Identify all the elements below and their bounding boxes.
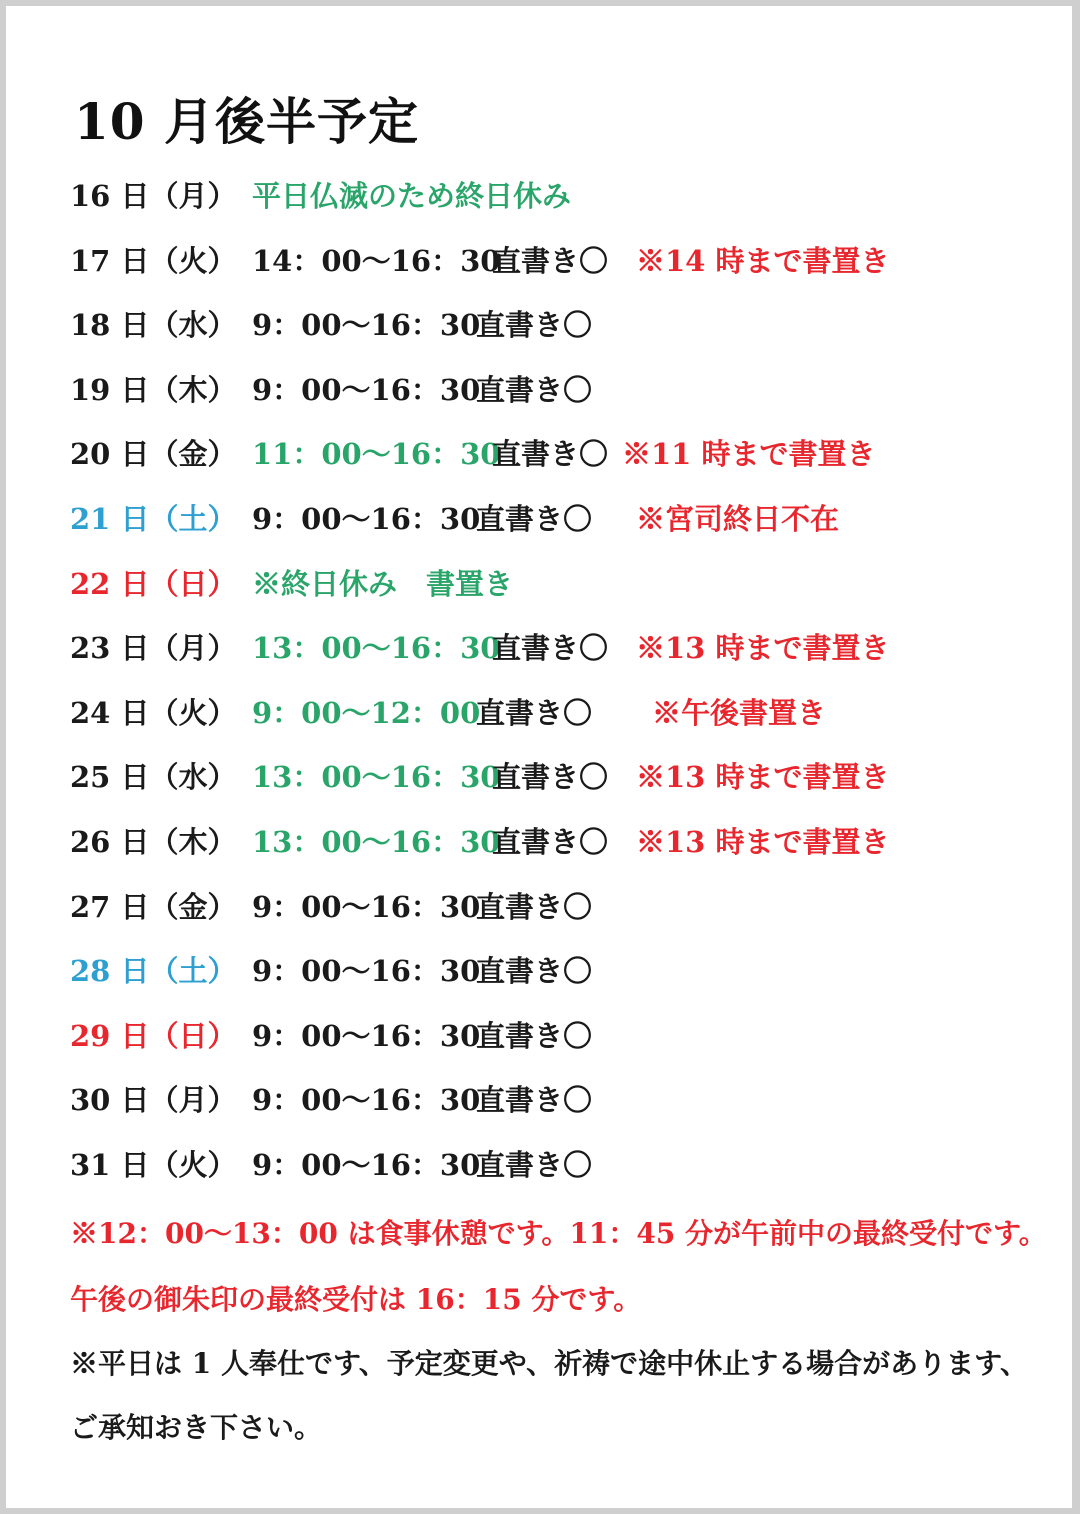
schedule-note: ※宮司終日不在 <box>636 502 840 536</box>
direct-writing-status: 直書き〇 <box>476 889 593 924</box>
date-label: 26 日（木） <box>70 825 237 859</box>
time-range: 13：00〜16：30 <box>252 631 501 666</box>
footnote-line: ※平日は 1 人奉仕です、予定変更や、祈祷で途中休止する場合があります、 <box>70 1347 1028 1380</box>
direct-writing-status: 直書き〇 <box>476 954 593 989</box>
date-label: 21 日（土） <box>70 502 237 536</box>
direct-writing-status: 直書き〇 <box>492 631 609 666</box>
date-label: 23 日（月） <box>70 631 237 666</box>
direct-writing-status: 直書き〇 <box>476 502 593 536</box>
direct-writing-status: 直書き〇 <box>476 1018 593 1053</box>
schedule-note: ※13 時まで書置き <box>636 825 890 859</box>
direct-writing-status: 直書き〇 <box>492 825 609 859</box>
footnote-line: ※12：00〜13：00 は食事休憩です。11：45 分が午前中の最終受付です。 <box>70 1217 1047 1250</box>
date-label: 27 日（金） <box>70 889 237 924</box>
date-label: 19 日（木） <box>70 372 237 407</box>
time-range: 14：00〜16：30 <box>252 243 501 278</box>
direct-writing-status: 直書き〇 <box>476 308 593 343</box>
time-range: 9：00〜16：30 <box>252 954 481 989</box>
time-range: 平日仏滅のため終日休み <box>252 179 572 213</box>
date-label: 31 日（火） <box>70 1148 237 1182</box>
date-label: 28 日（土） <box>70 954 237 989</box>
direct-writing-status: 直書き〇 <box>476 695 593 730</box>
footnote-line: 午後の御朱印の最終受付は 16：15 分です。 <box>70 1283 642 1316</box>
schedule-note: ※13 時まで書置き <box>636 760 890 795</box>
direct-writing-status: 直書き〇 <box>476 1148 593 1182</box>
schedule-note: ※14 時まで書置き <box>636 243 890 278</box>
time-range: 9：00〜16：30 <box>252 308 481 343</box>
time-range: 11：00〜16：30 <box>252 437 501 472</box>
direct-writing-status: 直書き〇 <box>492 437 609 472</box>
direct-writing-status: 直書き〇 <box>492 243 609 278</box>
date-label: 20 日（金） <box>70 437 237 472</box>
date-label: 16 日（月） <box>70 179 237 213</box>
time-range: 9：00〜16：30 <box>252 1018 481 1053</box>
direct-writing-status: 直書き〇 <box>476 372 593 407</box>
time-range: 9：00〜16：30 <box>252 889 481 924</box>
direct-writing-status: 直書き〇 <box>476 1083 593 1118</box>
date-label: 25 日（水） <box>70 760 237 795</box>
date-label: 18 日（水） <box>70 308 237 343</box>
time-range: 9：00〜16：30 <box>252 1083 481 1118</box>
footnote-line: ご承知おき下さい。 <box>70 1411 323 1444</box>
time-range: 9：00〜12：00 <box>252 695 481 730</box>
time-range: 9：00〜16：30 <box>252 1148 481 1182</box>
date-label: 24 日（火） <box>70 695 237 730</box>
date-label: 22 日（日） <box>70 566 237 601</box>
direct-writing-status: 直書き〇 <box>492 760 609 795</box>
schedule-note: ※午後書置き <box>652 695 827 730</box>
schedule-page <box>6 6 1072 1508</box>
date-label: 30 日（月） <box>70 1083 237 1118</box>
page-title: 10 月後半予定 <box>74 92 419 151</box>
time-range: 9：00〜16：30 <box>252 502 481 536</box>
time-range: ※終日休み 書置き <box>252 566 514 601</box>
schedule-note: ※11 時まで書置き <box>622 437 876 472</box>
time-range: 13：00〜16：30 <box>252 760 501 795</box>
schedule-note: ※13 時まで書置き <box>636 631 890 666</box>
time-range: 13：00〜16：30 <box>252 825 501 859</box>
time-range: 9：00〜16：30 <box>252 372 481 407</box>
date-label: 29 日（日） <box>70 1018 237 1053</box>
date-label: 17 日（火） <box>70 243 237 278</box>
